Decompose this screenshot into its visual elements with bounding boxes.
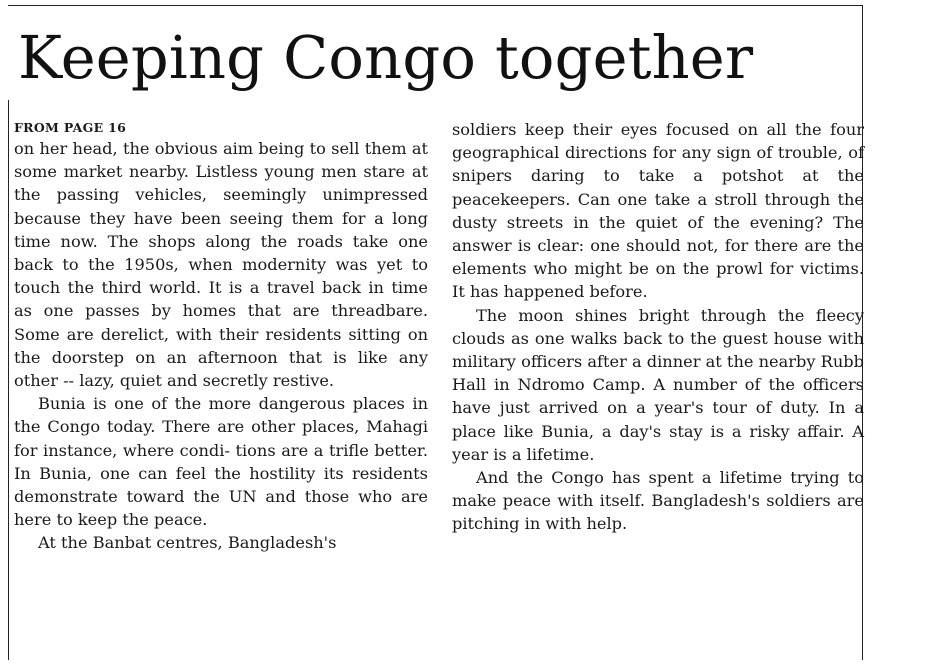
paragraph: on her head, the obvious aim being to sell them at some market nearby. Listless young men stare at the passing vehicles, seemingly unimpressed because they have been seeing them for a long time now. The shops along the roads take one back to the 1950s, when modernity was yet to touch the third world. It is a travel back in time as one passes by homes that are threadbare. Some are derelict, with their residents sitting on the doorstep on an afternoon that is like any other -- lazy, quiet and secretly restive. [14,139,428,391]
left-rule [8,100,9,660]
right-column [452,118,864,536]
jump-line: FROM PAGE 16 [14,120,127,135]
top-rule [8,5,863,6]
paragraph: The moon shines bright through the fleecy clouds as one walks back to the guest house with military officers after a dinner at the nearby Rubb Hall in Ndromo Camp. A number of the officers have just arrived on a year's tour of duty. In a place like Bunia, a day's stay is a risky affair. A year is a lifetime. [452,305,864,464]
paragraph: And the Congo has spent a lifetime trying to make peace with itself. Bangladesh's soldiers are pitching in with help. [452,468,864,534]
left-column [14,118,428,555]
paragraph: Bunia is one of the more dangerous places in the Congo today. There are other places, Mahagi for instance, where condi- tions are a trifle better. In Bunia, one can feel the hostility its residents demonstrate toward the UN and those who are here to keep the peace. [14,394,428,530]
paragraph: soldiers keep their eyes focused on all the four geographical directions for any sign of trouble, of snipers daring to take a potshot at the peacekeepers. Can one take a stroll through the dusty streets in the quiet of the evening? The answer is clear: one should not, for there are the elements who might be on the prowl for victims. It has happened before. [452,120,864,302]
paragraph: At the Banbat centres, Bangladesh's [38,533,337,553]
headline: Keeping Congo together [18,23,754,92]
